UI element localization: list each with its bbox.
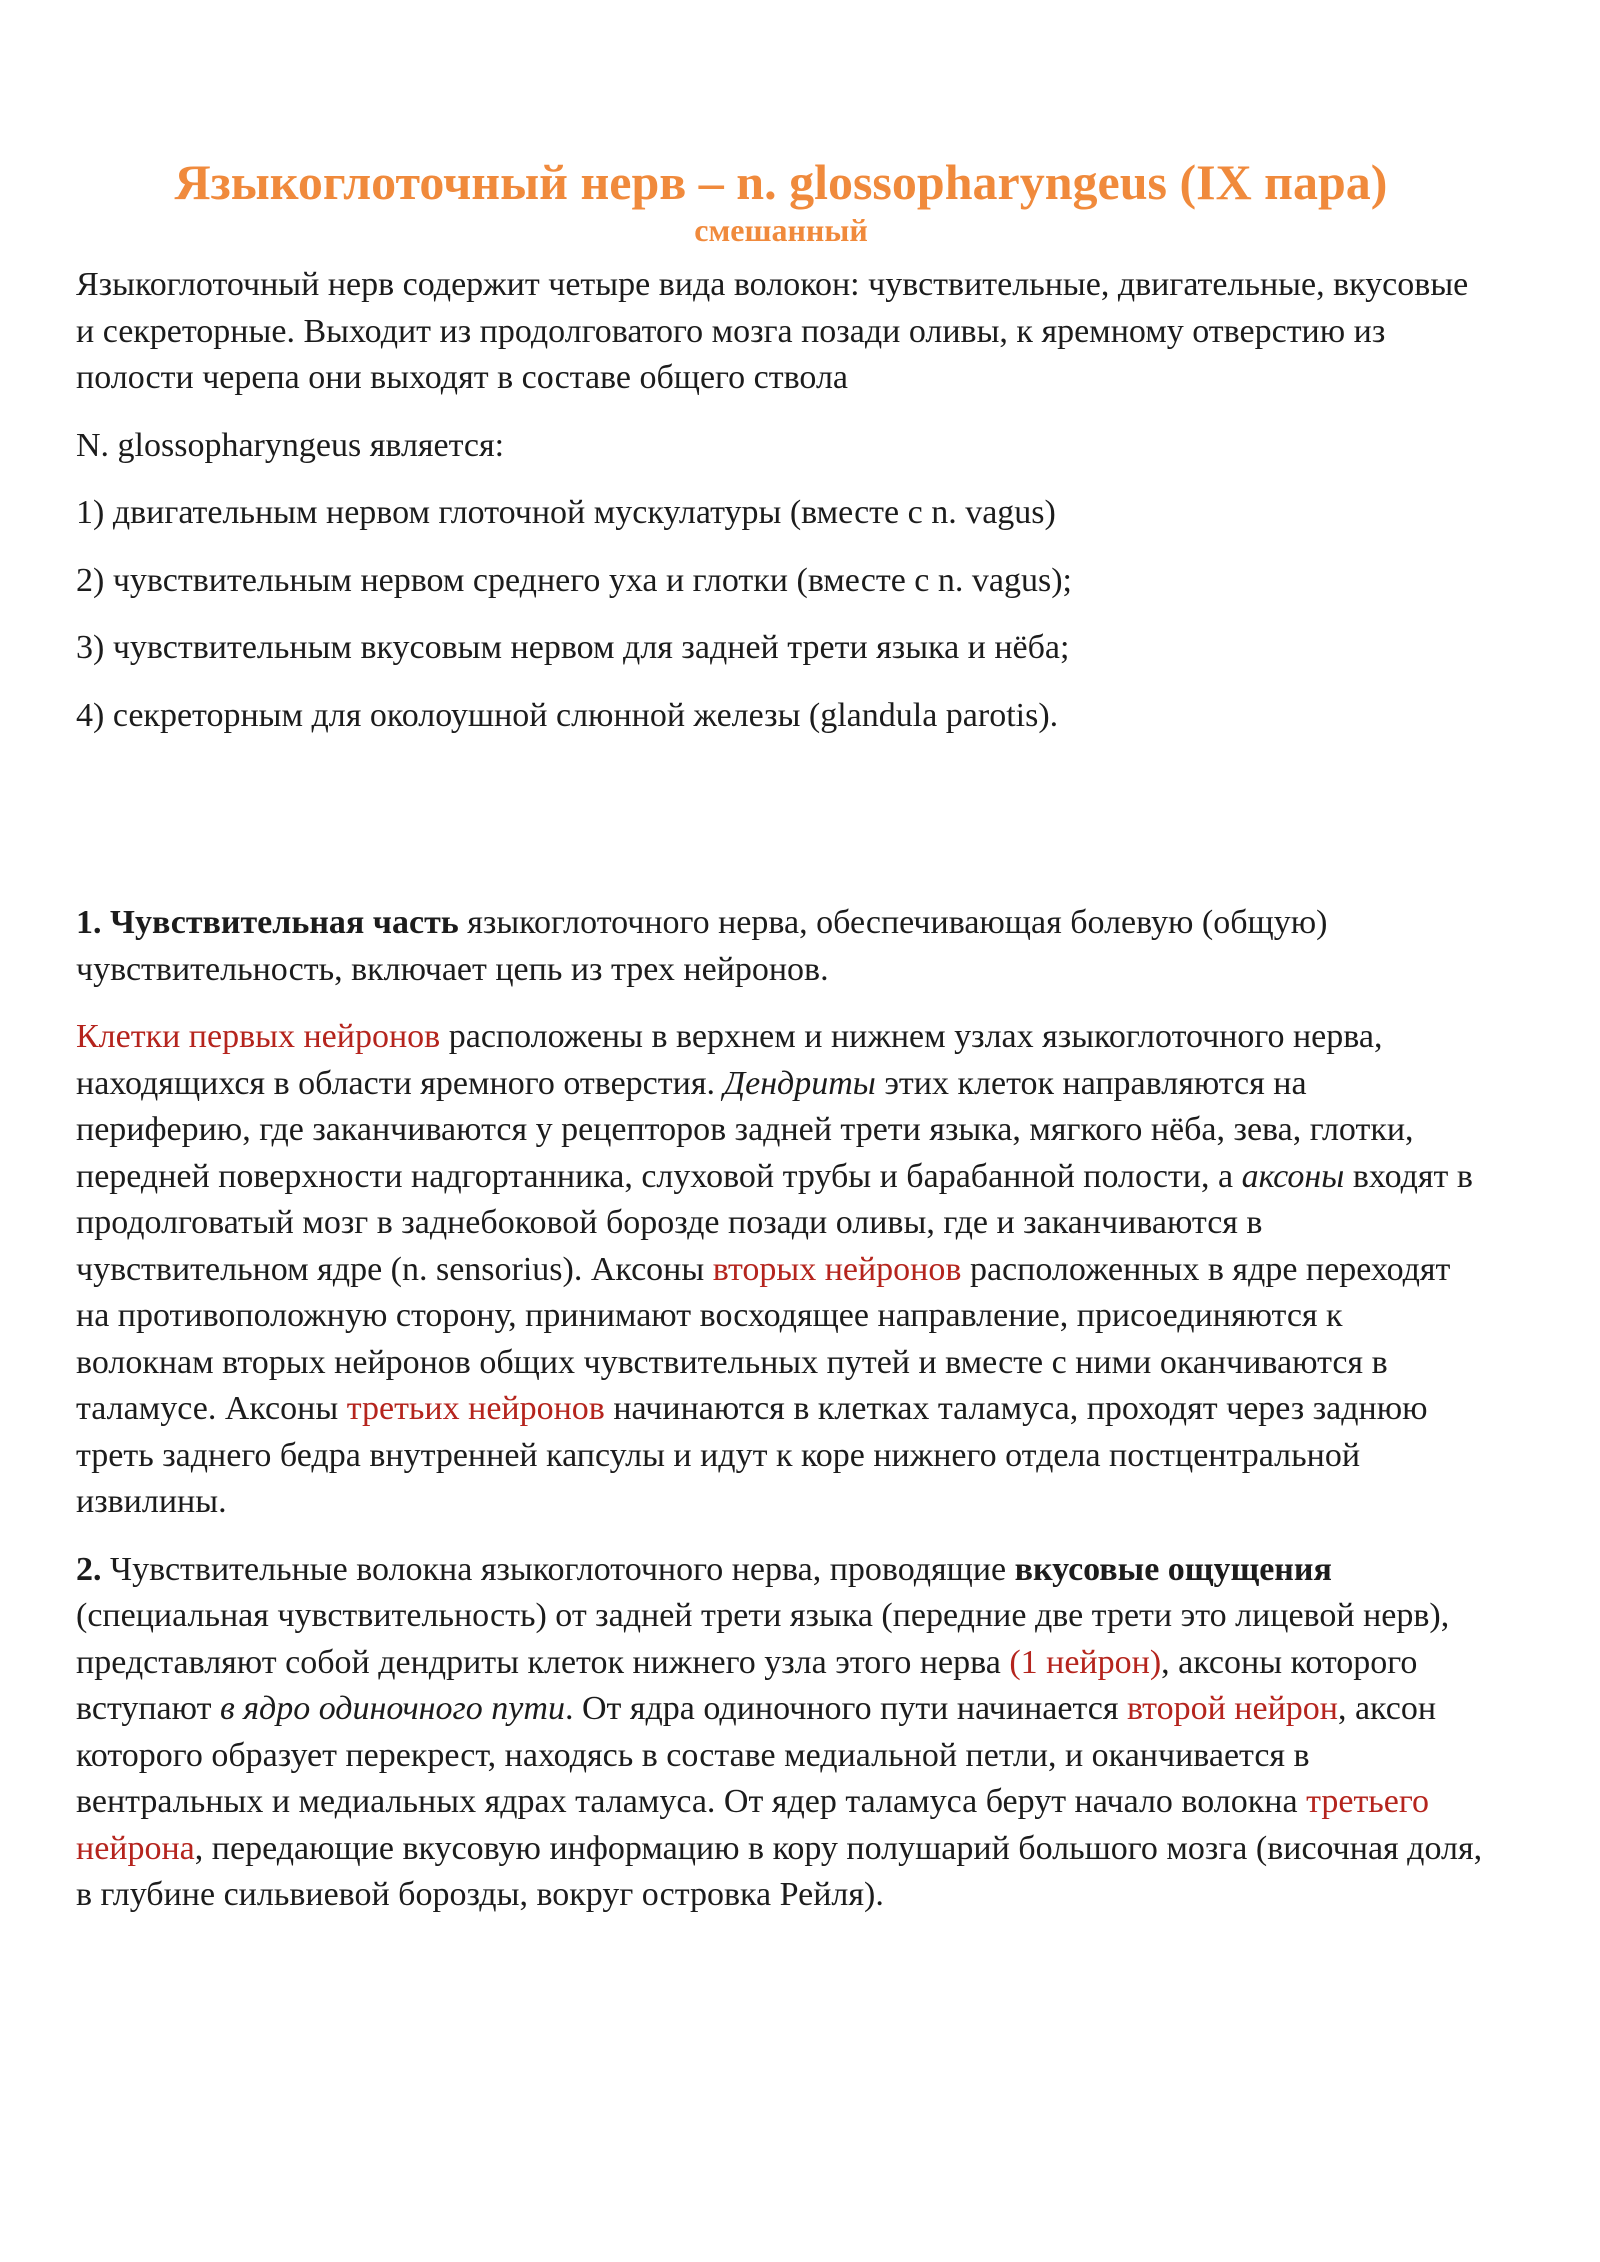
list-item-2: 2) чувствительным нервом среднего уха и глотки (вместе с n. vagus);	[76, 561, 1072, 599]
first-neurons-label: Клетки первых нейронов	[76, 1018, 441, 1055]
text-run: расположены в верхнем и нижнем узлах языкоглоточного нерва, находящихся в области яремного отверстия.	[76, 1018, 1383, 1102]
text-run: начинаются в клетках таламуса, проходят через заднюю треть заднего бедра внутренней капсулы и идут к коре нижнего отдела постцентральной извилины.	[76, 1390, 1428, 1520]
text-run: , аксоны которого вступают	[76, 1643, 1418, 1727]
section-1-text: языкоглоточного нерва, обеспечивающая болевую (общую) чувствительность, включает цепь из трех нейронов.	[76, 904, 1328, 988]
list-item-3: 3) чувствительным вкусовым нервом для задней трети языка и нёба;	[76, 629, 1070, 666]
section-1-detail	[76, 1014, 1486, 1526]
section-2-paragraph	[76, 1547, 1486, 1919]
document-subtitle: смешанный	[694, 212, 868, 248]
neuron-2-label: второй нейрон	[1126, 1690, 1338, 1727]
text-run: расположенных в ядре переходят на противоположную сторону, принимают восходящее направление, присоединяются к волокнам вторых нейронов общих чувствительных путей и вместе с ними оканчиваются в таламусе. Аксоны	[76, 1250, 1451, 1427]
section-spacer	[76, 760, 1486, 900]
text-run: Чувствительные волокна языкоглоточного нерва, проводящие	[101, 1550, 1015, 1588]
axons-term: аксоны	[1241, 1157, 1345, 1195]
intro-paragraph: Языкоглоточный нерв содержит четыре вида волокон: чувствительные, двигательные, вкусовые и секреторные. Выходит из продолговатого мозга позади оливы, к яремному отверстию из полости черепа они выходят в составе общего ствола	[76, 266, 1469, 396]
document-title: Языкоглоточный нерв – n. glossopharyngeus (IX пара)	[174, 154, 1388, 210]
document-page	[76, 150, 1486, 1940]
second-neurons-label: вторых нейронов	[712, 1250, 962, 1288]
intro-lead: N. glossopharyngeus является:	[76, 426, 505, 464]
dendrites-term: Дендриты	[723, 1064, 876, 1102]
section-1-number: 1.	[76, 904, 102, 941]
text-run: этих клеток направляются на периферию, где заканчиваются у рецепторов задней трети языка, мягкого нёба, зева, глотки, передней поверхности надгортанника, слуховой трубы и барабанной полости, а	[76, 1064, 1414, 1195]
text-run: (специальная чувствительность) от задней трети языка (передние две трети это лицевой нерв), представляют собой дендриты клеток нижнего узла этого нерва	[76, 1597, 1450, 1681]
list-item-4: 4) секреторным для околоушной слюнной железы (glandula parotis).	[76, 696, 1059, 734]
taste-sensations-term: вкусовые ощущения	[1014, 1550, 1332, 1588]
section-1-intro	[76, 900, 1486, 993]
neuron-3-label: третьего нейрона	[76, 1783, 1429, 1867]
text-run: входят в продолговатый мозг в заднебоковой борозде позади оливы, где и заканчиваются в чувствительном ядре (n. sensorius). Аксоны	[76, 1157, 1473, 1288]
neuron-1-label: (1 нейрон)	[1009, 1643, 1162, 1681]
third-neurons-label: третьих нейронов	[346, 1390, 605, 1427]
text-run: , аксон которого образует перекрест, находясь в составе медиальной петли, и оканчивается в вентральных и медиальных ядрах таламуса. От ядер таламуса берут начало волокна	[76, 1690, 1437, 1820]
text-run: , передающие вкусовую информацию в кору полушарий большого мозга (височная доля, в глубине сильвиевой борозды, вокруг островка Рейля).	[76, 1829, 1483, 1913]
text-run: . От ядра одиночного пути начинается	[564, 1690, 1127, 1727]
solitary-nucleus-term: в ядро одиночного пути	[219, 1690, 565, 1727]
list-item-1: 1) двигательным нервом глоточной мускулатуры (вместе с n. vagus)	[76, 494, 1056, 531]
section-1-heading: Чувствительная часть	[110, 904, 459, 941]
section-2-number: 2.	[76, 1550, 102, 1588]
